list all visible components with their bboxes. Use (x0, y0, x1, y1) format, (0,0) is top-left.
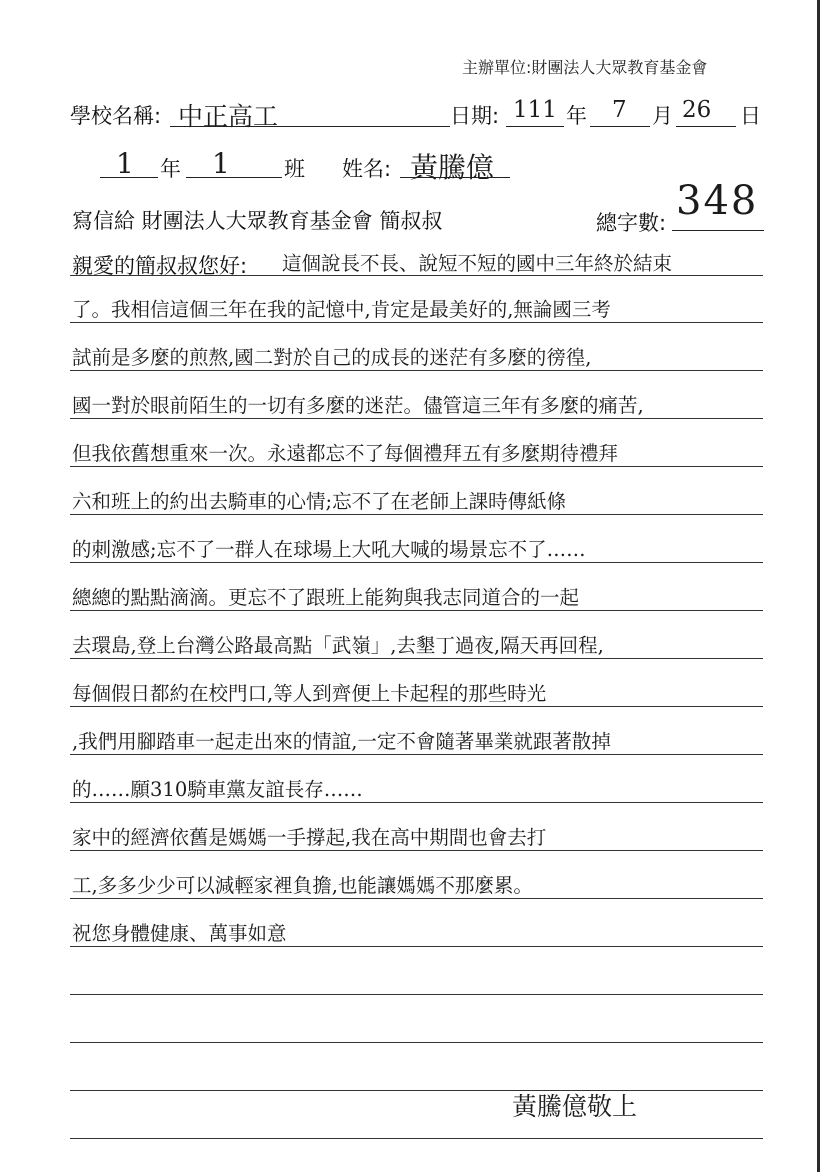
letter-line: 但我依舊想重來一次。永遠都忘不了每個禮拜五有多麼期待禮拜 (72, 442, 619, 465)
guide-line (70, 994, 763, 995)
letter-line: 去環島,登上台灣公路最高點「武嶺」,去墾丁過夜,隔天再回程, (72, 634, 604, 657)
letter-line: 祝您身體健康、萬事如意 (72, 922, 287, 945)
guide-line (70, 898, 763, 899)
grade-value: 1 (116, 147, 134, 180)
date-label: 日期: (450, 104, 500, 128)
letter-line: 了。我相信這個三年在我的記憶中,肯定是最美好的,無論國三考 (72, 298, 611, 321)
word-count-label: 總字數: (596, 211, 667, 235)
letter-line: 的刺激感;忘不了一群人在球場上大吼大喊的場景忘不了…… (72, 538, 586, 561)
guide-line (70, 275, 763, 276)
student-name-value: 黃騰億 (410, 151, 495, 184)
date-month-value: 7 (612, 97, 627, 123)
date-month-underline (590, 126, 650, 127)
guide-line (70, 802, 763, 803)
guide-line (70, 610, 763, 611)
letter-line: 家中的經濟依舊是媽媽一手撐起,我在高中期間也會去打 (72, 826, 547, 849)
recipient-label: 寫信給 財團法人大眾教育基金會 簡叔叔 (72, 209, 443, 233)
letter-line: ,我們用腳踏車一起走出來的情誼,一定不會隨著畢業就跟著散掉 (72, 730, 611, 753)
guide-line (70, 706, 763, 707)
organizer-label: 主辦單位:財團法人大眾教育基金會 (462, 58, 708, 77)
date-year-underline (506, 126, 564, 127)
letter-line: 的……願310騎車黨友誼長存…… (72, 778, 363, 801)
school-name-underline (170, 126, 450, 127)
guide-line (70, 658, 763, 659)
letter-line: 六和班上的約出去騎車的心情;忘不了在老師上課時傳紙條 (72, 490, 567, 513)
letter-line: 每個假日都約在校門口,等人到齊便上卡起程的那些時光 (72, 682, 547, 705)
guide-line (70, 1138, 763, 1139)
guide-line (70, 514, 763, 515)
grade-unit-label: 年 (160, 157, 181, 181)
class-underline (186, 177, 282, 178)
date-day-underline (676, 126, 736, 127)
letter-line: 工,多多少少可以減輕家裡負擔,也能讓媽媽不那麼累。 (72, 874, 533, 897)
guide-line (70, 466, 763, 467)
guide-line (70, 754, 763, 755)
date-year-value: 111 (513, 97, 557, 123)
guide-line (70, 850, 763, 851)
salutation-label: 親愛的簡叔叔您好: (72, 254, 248, 278)
guide-line (70, 562, 763, 563)
class-value: 1 (212, 147, 230, 180)
grade-underline (100, 177, 158, 178)
letter-line: 國一對於眼前陌生的一切有多麼的迷茫。儘管這三年有多麼的痛苦, (72, 394, 644, 417)
guide-line (70, 322, 763, 323)
letter-line: 總總的點點滴滴。更忘不了跟班上能夠與我志同道合的一起 (72, 586, 580, 609)
word-count-value: 348 (676, 178, 759, 224)
guide-line (70, 418, 763, 419)
date-day-value: 26 (682, 97, 712, 123)
word-count-underline (672, 230, 764, 231)
salutation-text: 這個說長不長、說短不短的國中三年終於結束 (282, 252, 673, 275)
school-name-value: 中正高工 (178, 102, 279, 131)
guide-line (70, 370, 763, 371)
school-name-label: 學校名稱: (70, 104, 162, 128)
student-name-label: 姓名: (342, 157, 392, 181)
guide-line (70, 1042, 763, 1043)
year-unit-label: 年 (566, 104, 587, 128)
student-name-underline (400, 177, 510, 178)
letter-line: 試前是多麼的煎熬,國二對於自己的成長的迷茫有多麼的徬徨, (72, 346, 592, 369)
guide-line (70, 946, 763, 947)
class-unit-label: 班 (284, 157, 305, 181)
day-unit-label: 日 (740, 104, 761, 128)
scan-edge-rule (817, 0, 820, 1172)
guide-line (70, 1090, 763, 1091)
month-unit-label: 月 (652, 104, 673, 128)
signature: 黃騰億敬上 (512, 1092, 638, 1121)
